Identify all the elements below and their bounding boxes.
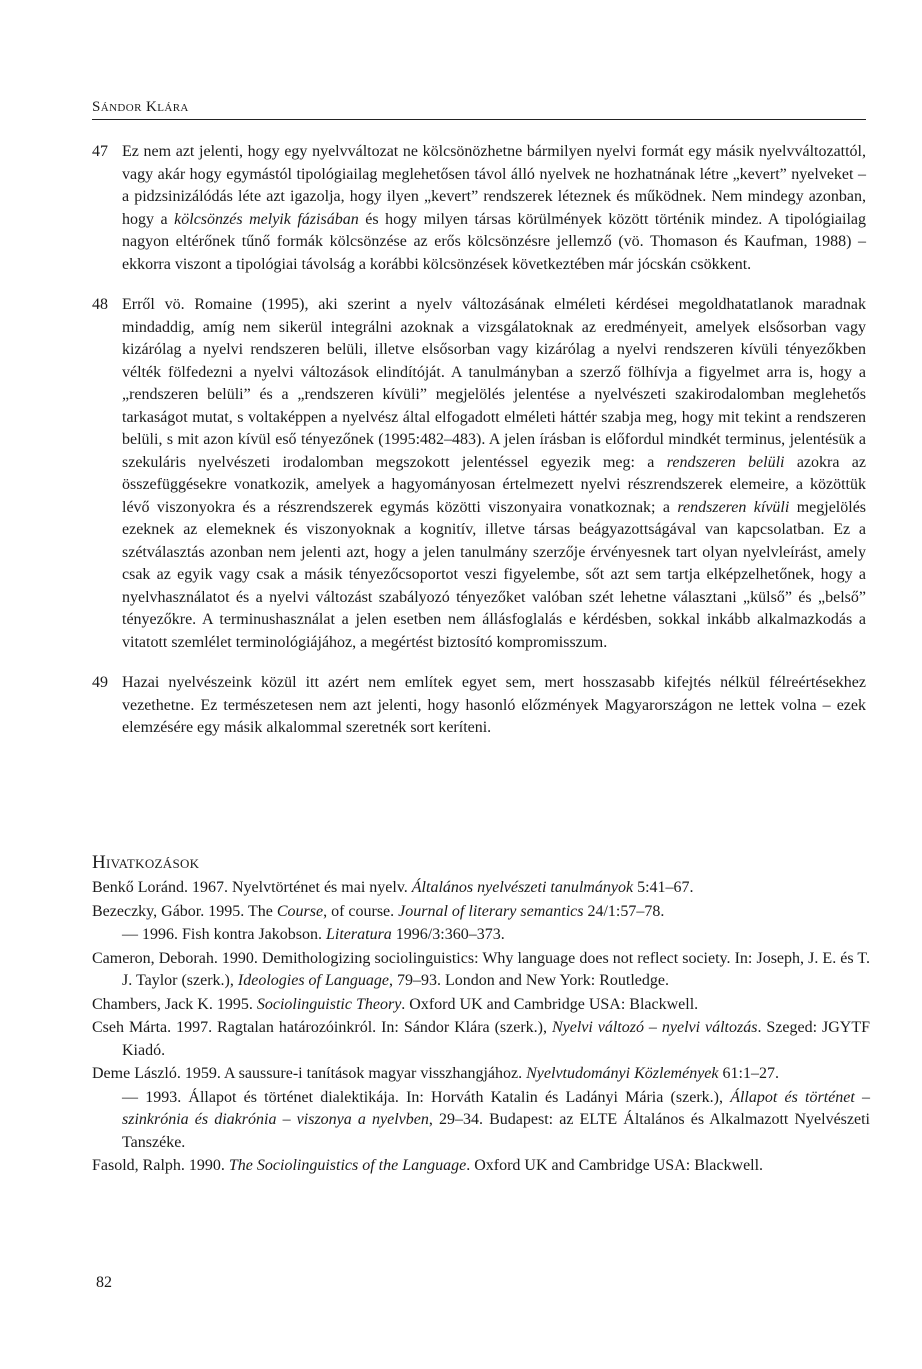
reference-entry xyxy=(92,994,870,1017)
endnote xyxy=(92,294,866,654)
text-run: 61:1–27. xyxy=(718,1065,779,1082)
endnote xyxy=(92,672,866,740)
text-run: azokra az összefüggésekre vonatkozik, amelyek a hagyományosan értelmezett nyelvi részrendszerek elemeire, a közöttük lévő viszonyokra és a részrendszerek egymás közötti viszonyaira vonatkoznak; a xyxy=(122,453,866,516)
reference-entry xyxy=(92,901,870,924)
reference-entry xyxy=(92,1017,870,1062)
text-run: Hazai nyelvészeink közül itt azért nem említek egyet sem, mert hosszasabb kifejtés nélkül félreértésekhez vezethetne. Ez természetesen nem azt jelenti, hogy hasonló előzmények Magyarországon ne lettek volna – ezek elemzésére egy másik alkalommal szeretnék sort keríteni. xyxy=(122,674,866,736)
text-run: 1996/3:360–373. xyxy=(391,926,505,943)
italic-text: Nyelvtudományi Közlemények xyxy=(526,1065,719,1082)
italic-text: The Sociolinguistics of the Language xyxy=(228,1157,467,1174)
reference-entry xyxy=(92,924,870,947)
text-run: — 1996. Fish kontra Jakobson. xyxy=(122,926,326,943)
text-run: Bezeczky, Gábor. 1995. The xyxy=(92,902,277,920)
text-run: . Oxford UK and Cambridge USA: Blackwell. xyxy=(466,1157,764,1174)
reference-entry xyxy=(92,948,870,993)
reference-entry xyxy=(92,1063,870,1086)
italic-text: kölcsönzés melyik fázisában xyxy=(174,210,359,228)
italic-text: Általános nyelvészeti tanulmányok xyxy=(411,879,634,896)
text-run: . Szeged: JGYTF Kiadó. xyxy=(122,1019,871,1059)
reference-entry xyxy=(92,1087,870,1155)
page-number: 82 xyxy=(96,1274,112,1291)
text-run: megjelölés ezeknek az elemeknek és viszonyoknak a kognitív, illetve társas beágyazottságával van kapcsolatban. Ez a szétválasztás azonban nem jelenti azt, hogy a jelen tanulmány szerzője érvényesnek tart olyan nyelvleírást, amely csak az egyik vagy csak a másik tényezőcsoportot veszi figyelembe, sőt azt sem tartja elképzelhetőnek, hogy a nyelvhasználatot és a nyelvi változást szabályozó tényezőket valóban szét lehetne választani „külső” és „belső” tényezőkre. A terminushasználat a jelen esetben nem állásfoglalás e kérdésben, sokkal inkább alkalmazkodás a vitatott szemlélet terminológiájához, a megértést biztosító kompromisszum. xyxy=(122,498,867,651)
italic-text: Journal of literary semantics xyxy=(398,902,584,920)
endnote-text xyxy=(122,672,866,740)
text-run: , 29–34. Budapest: az ELTE Általános és Alkalmazott Nyelvészeti Tanszéke. xyxy=(122,1111,870,1151)
endnote-number: 49 xyxy=(92,674,108,691)
italic-text: rendszeren belüli xyxy=(666,453,785,471)
text-run: Cseh Márta. 1997. Ragtalan határozóinkról. In: Sándor Klára (szerk.), xyxy=(92,1019,552,1036)
endnote-text xyxy=(122,141,866,276)
reference-entry xyxy=(92,1155,870,1178)
text-run: és hogy milyen társas körülmények között történik mindez. A tipológiailag nagyon eltérőnek tűnő formák kölcsönzése az erős kölcsönzésre jellemző (vö. Thomason és Kaufman, 1988) – ekkorra viszont a tipológiai távolság a korábbi kölcsönzések következtében már jócskán csökkent. xyxy=(122,210,866,273)
text-run: Chambers, Jack K. 1995. xyxy=(92,995,257,1013)
text-run: Benkő Loránd. 1967. Nyelvtörténet és mai nyelv. xyxy=(92,879,412,896)
italic-text: Sociolinguistic Theory xyxy=(256,995,402,1013)
italic-text: Course xyxy=(276,902,324,920)
running-head: Sándor Klára xyxy=(92,99,189,115)
header-rule xyxy=(92,119,866,120)
text-run: 24/1:57–78. xyxy=(583,902,665,920)
text-run: , of course. xyxy=(323,902,399,920)
italic-text: Ideologies of Language xyxy=(237,972,389,989)
text-run: Ez nem azt jelenti, hogy egy nyelvváltozat ne kölcsönözhetne bármilyen nyelvi formát egy másik nyelvváltozattól, vagy akár hogy egymástól tipológiailag meglehetősen távol álló nyelvek ne hozhatnának létre „kevert” nyelveket – a pidzsinizálódás léte azt igazolja, hogy ilyen „kevert” rendszerek léteznek és működnek. Nem mindegy azonban, hogy a xyxy=(122,143,866,228)
endnotes xyxy=(92,141,866,758)
reference-entry xyxy=(92,877,870,900)
text-run: Cameron, Deborah. 1990. Demithologizing sociolinguistics: Why language does not reflect society. In: Joseph, J. E. és T. J. Taylor (szerk.), xyxy=(92,949,870,989)
text-run: Erről vö. Romaine (1995), aki szerint a nyelv változásának elméleti kérdései megoldhatatlanok maradnak mindaddig, amíg nem sikerül integrálni azoknak a vizsgálatoknak az eredményeit, amelyek elsősorban vagy kizárólag a nyelvi rendszeren belüli, illetve elsősorban vagy kizárólag a nyelvi rendszeren kívüli tényezőkben vélték fölfedezni a nyelvi változások elindítóját. A tanulmányban a szerző fölhívja a figyelmet arra is, hogy a „rendszeren belüli” és a „rendszeren kívüli” megjelölés jelentése a nyelvészeti szakirodalomban meglehetős tarkaságot mutat, s voltaképpen a nyelvész által elfogadott elméleti háttér szabja meg, hogy mit tekint a rendszeren belüli, s mit azon kívül eső tényezőnek (1995:482–483). A jelen írásban is előfordul mindkét terminus, jelentésük a szekuláris nyelvészeti irodalomban megszokott jelentéssel egyezik meg: a xyxy=(122,296,866,471)
text-run: , 79–93. London and New York: Routledge. xyxy=(388,972,669,989)
text-run: Deme László. 1959. A saussure-i tanítások magyar visszhangjához. xyxy=(92,1065,527,1082)
italic-text: Állapot és történet – szinkrónia és diakrónia – viszonya a nyelvben xyxy=(122,1088,871,1128)
text-run: — 1993. Állapot és történet dialektikája. In: Horváth Katalin és Ladányi Mária (szerk.), xyxy=(122,1088,731,1106)
text-run: Fasold, Ralph. 1990. xyxy=(92,1157,229,1174)
endnote xyxy=(92,141,866,276)
italic-text: Nyelvi változó – nyelvi változás xyxy=(551,1019,758,1036)
endnote-text xyxy=(122,294,866,654)
text-run: 5:41–67. xyxy=(633,879,694,896)
endnote-number: 48 xyxy=(92,296,108,313)
text-run: . Oxford UK and Cambridge USA: Blackwell. xyxy=(401,995,699,1013)
endnote-number: 47 xyxy=(92,143,108,160)
italic-text: Literatura xyxy=(326,926,392,943)
references-heading: Hivatkozások xyxy=(92,852,200,873)
references-list xyxy=(92,877,870,1179)
italic-text: rendszeren kívüli xyxy=(677,498,790,516)
